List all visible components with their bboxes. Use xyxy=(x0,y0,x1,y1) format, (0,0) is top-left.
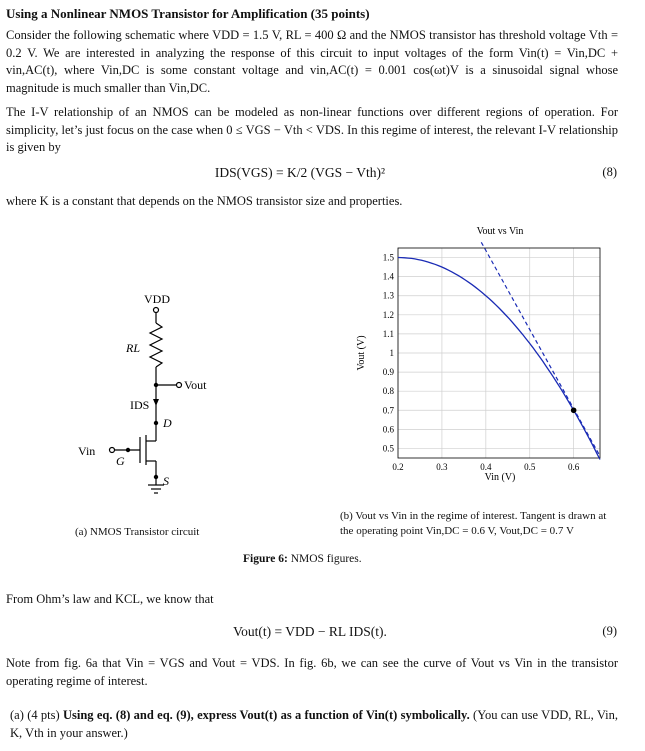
iv-paragraph: The I-V relationship of an NMOS can be modeled as non-linear functions over different regions of operation. For simplicity, let’s just focus on the case when 0 ≤ VGS − Vth < VDS. In this regime of interest, the relevant I-V relationship is given by xyxy=(6,105,618,154)
equation-9-number: (9) xyxy=(602,624,617,638)
y-tick-label: 1.1 xyxy=(382,328,394,339)
chart-caption: (b) Vout vs Vin in the regime of interest. Tangent is drawn at the operating point Vin,DC = 0.6 V, Vout,DC = 0.7 V xyxy=(340,510,607,537)
y-tick-label: 1.5 xyxy=(382,252,394,263)
schematic-caption: (a) NMOS Transistor circuit xyxy=(75,526,200,538)
y-tick-label: 1.2 xyxy=(382,309,394,320)
k-paragraph: where K is a constant that depends on the NMOS transistor size and properties. xyxy=(6,194,403,208)
figure-caption xyxy=(243,552,362,567)
s-label: S xyxy=(163,474,169,488)
vdd-label: VDD xyxy=(144,292,170,306)
vout-vs-vin-chart xyxy=(350,218,612,488)
y-tick-label: 0.7 xyxy=(382,405,394,416)
equation-8-number: (8) xyxy=(602,165,617,179)
equation-9: Vout(t) = VDD − RL IDS(t). xyxy=(233,624,387,639)
section-title: Using a Nonlinear NMOS Transistor for Amplification (35 points) xyxy=(6,6,370,21)
equation-8: IDS(VGS) = K/2 (VGS − Vth)² xyxy=(214,165,386,180)
vin-label: Vin xyxy=(78,444,96,458)
chart-grid xyxy=(398,248,600,458)
question-a-bold: Using eq. (8) and eq. (9), express Vout(t) as a function of Vin(t) symbolically. xyxy=(62,708,470,722)
ids-label: IDS xyxy=(130,398,150,412)
y-tick-label: 0.9 xyxy=(382,367,394,378)
chart-ylabel: Vout (V) xyxy=(356,335,367,371)
ids-arrow-icon xyxy=(153,399,159,406)
vout-label: Vout xyxy=(184,378,207,392)
x-tick-label: 0.6 xyxy=(568,462,580,472)
vdd-terminal xyxy=(154,308,159,313)
nmos-schematic xyxy=(60,285,230,500)
ohm-text: From Ohm’s law and KCL, we know that xyxy=(6,592,214,606)
x-tick-label: 0.4 xyxy=(480,462,492,472)
tangent-line xyxy=(481,242,600,456)
question-a-label: (a) xyxy=(10,708,24,722)
gate-node xyxy=(126,448,130,452)
chart-xlabel: Vin (V) xyxy=(484,472,516,483)
g-label: G xyxy=(116,454,125,468)
vout-terminal xyxy=(177,383,182,388)
figure-caption-label: Figure 6: xyxy=(243,553,288,565)
figure-caption-text: NMOS figures. xyxy=(290,553,362,565)
note-paragraph: Note from fig. 6a that Vin = VGS and Vout = VDS. In fig. 6b, we can see the curve of Vout vs Vin in the transistor operating regime of interest. xyxy=(6,656,618,688)
x-tick-label: 0.5 xyxy=(524,462,536,472)
drain-node xyxy=(154,421,158,425)
operating-point xyxy=(571,407,577,413)
x-tick-label: 0.2 xyxy=(392,462,404,472)
vin-terminal xyxy=(110,448,115,453)
intro-paragraph: Consider the following schematic where VDD = 1.5 V, RL = 400 Ω and the NMOS transistor has threshold voltage Vth = 0.2 V. We are interested in analyzing the response of this circuit to input voltages of the form Vin(t) = Vin,DC + vin,AC(t), where Vin,DC is some constant voltage and vin,AC(t) = 0.001 cos(ωt)V is a sinusoidal signal whose magnitude is much smaller than Vin,DC. xyxy=(6,28,618,95)
question-a-rest: (You can use VDD, RL, Vin, K, Vth in your answer.) xyxy=(10,708,619,740)
y-tick-label: 1.3 xyxy=(382,290,394,301)
y-tick-label: 0.8 xyxy=(382,386,394,397)
vout-node xyxy=(154,383,158,387)
source-node xyxy=(154,475,158,479)
y-tick-label: 0.5 xyxy=(382,443,394,454)
d-label: D xyxy=(163,416,172,430)
rl-label: RL xyxy=(126,341,141,355)
y-tick-label: 1 xyxy=(389,348,394,358)
chart-title: Vout vs Vin xyxy=(476,226,524,237)
x-tick-label: 0.3 xyxy=(436,462,448,472)
y-tick-label: 1.4 xyxy=(382,271,394,282)
y-tick-label: 0.6 xyxy=(382,424,394,435)
question-a xyxy=(10,707,618,742)
question-a-points: (4 pts) xyxy=(27,708,60,722)
resistor-rl xyxy=(150,323,162,367)
